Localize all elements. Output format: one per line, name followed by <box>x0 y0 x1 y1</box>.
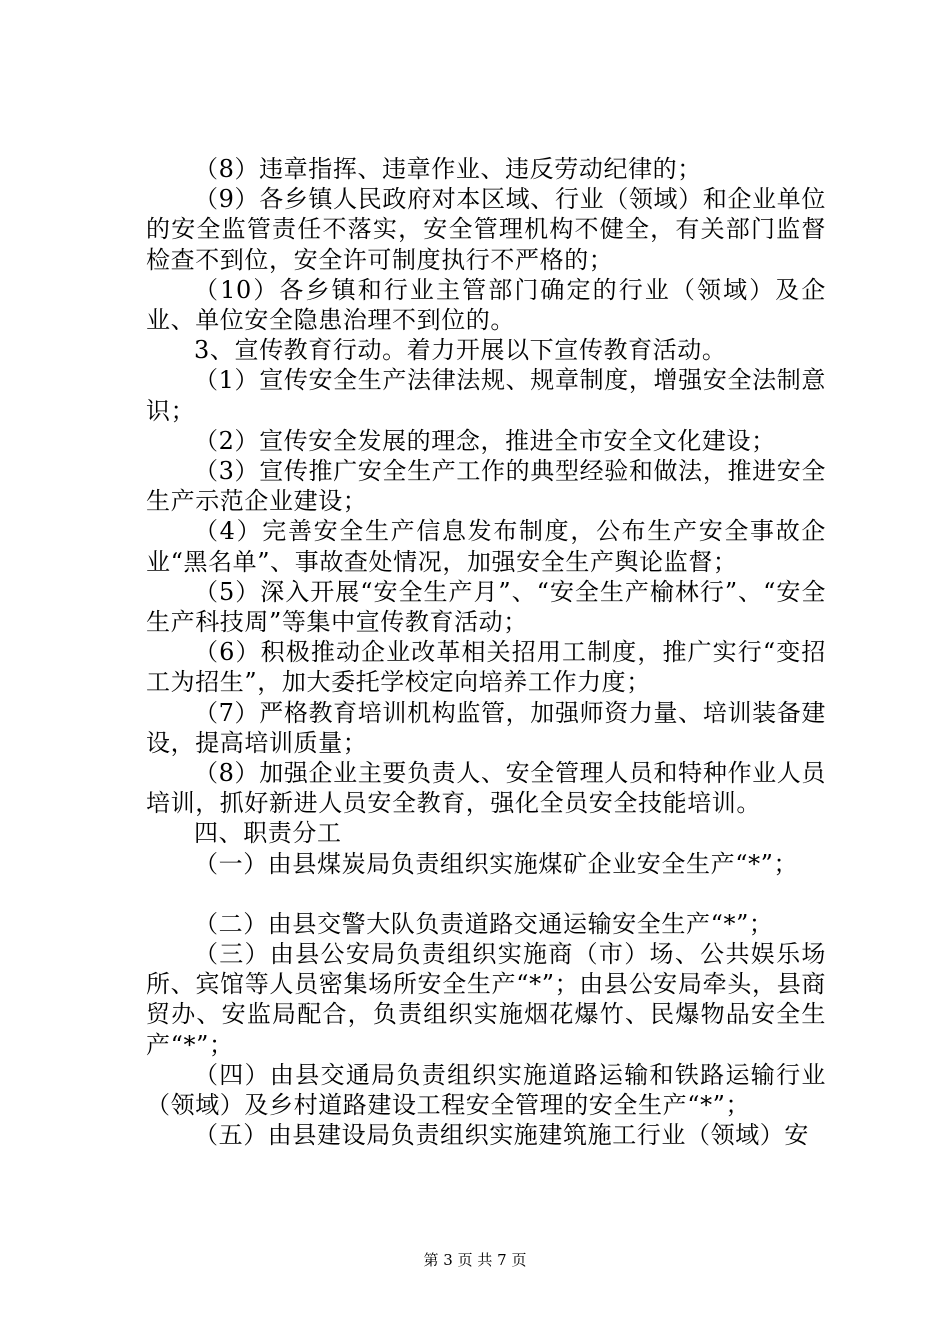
paragraph: 3、宣传教育行动。着力开展以下宣传教育活动。 <box>194 336 727 365</box>
paragraph: （8）违章指挥、违章作业、违反劳动纪律的； <box>194 155 702 183</box>
paragraph: （9）各乡镇人民政府对本区域、行业（领域）和企业单位的安全监管责任不落实，安全管理机构不健全，有关部门监督检查不到位，安全许可制度执行不严格的； <box>146 185 826 274</box>
paragraph: （5）深入开展“安全生产月”、“安全生产榆林行”、“安全生产科技周”等集中宣传教育活动； <box>146 577 826 637</box>
section-heading: 四、职责分工 <box>194 819 342 848</box>
paragraph: （6）积极推动企业改革相关招用工制度，推广实行“变招工为招生”，加大委托学校定向培养工作力度； <box>146 638 826 697</box>
paragraph: （7）严格教育培训机构监管，加强师资力量、培训装备建设，提高培训质量； <box>146 698 826 757</box>
paragraph: （10）各乡镇和行业主管部门确定的行业（领域）及企业、单位安全隐患治理不到位的。 <box>146 275 826 335</box>
paragraph: （2）宣传安全发展的理念，推进全市安全文化建设； <box>194 426 776 455</box>
page-footer: 第 3 页 共 7 页 <box>423 1251 527 1269</box>
paragraph: （三）由县公安局负责组织实施商（市）场、公共娱乐场所、宾馆等人员密集场所安全生产“*”；由县公安局牵头，县商贸办、安监局配合，负责组织实施烟花爆竹、民爆物品安全生产“*”； <box>146 940 826 1059</box>
paragraph: （3）宣传推广安全生产工作的典型经验和做法，推进安全生产示范企业建设； <box>146 457 826 516</box>
document-body <box>146 154 826 1151</box>
paragraph: （1）宣传安全生产法律法规、规章制度，增强安全法制意识； <box>146 366 826 425</box>
paragraph: （二）由县交警大队负责道路交通运输安全生产“*”； <box>194 909 774 938</box>
paragraph: （8）加强企业主要负责人、安全管理人员和特种作业人员培训，抓好新进人员安全教育，强化全员安全技能培训。 <box>146 759 826 818</box>
paragraph: （四）由县交通局负责组织实施道路运输和铁路运输行业（领域）及乡村道路建设工程安全管理的安全生产“*”； <box>146 1060 826 1120</box>
paragraph: （4）完善安全生产信息发布制度，公布生产安全事故企业“黑名单”、事故查处情况，加强安全生产舆论监督； <box>146 517 826 576</box>
paragraph: （一）由县煤炭局负责组织实施煤矿企业安全生产“*”； <box>194 849 799 878</box>
paragraph: （五）由县建设局负责组织实施建筑施工行业（领域）安 <box>194 1121 809 1150</box>
